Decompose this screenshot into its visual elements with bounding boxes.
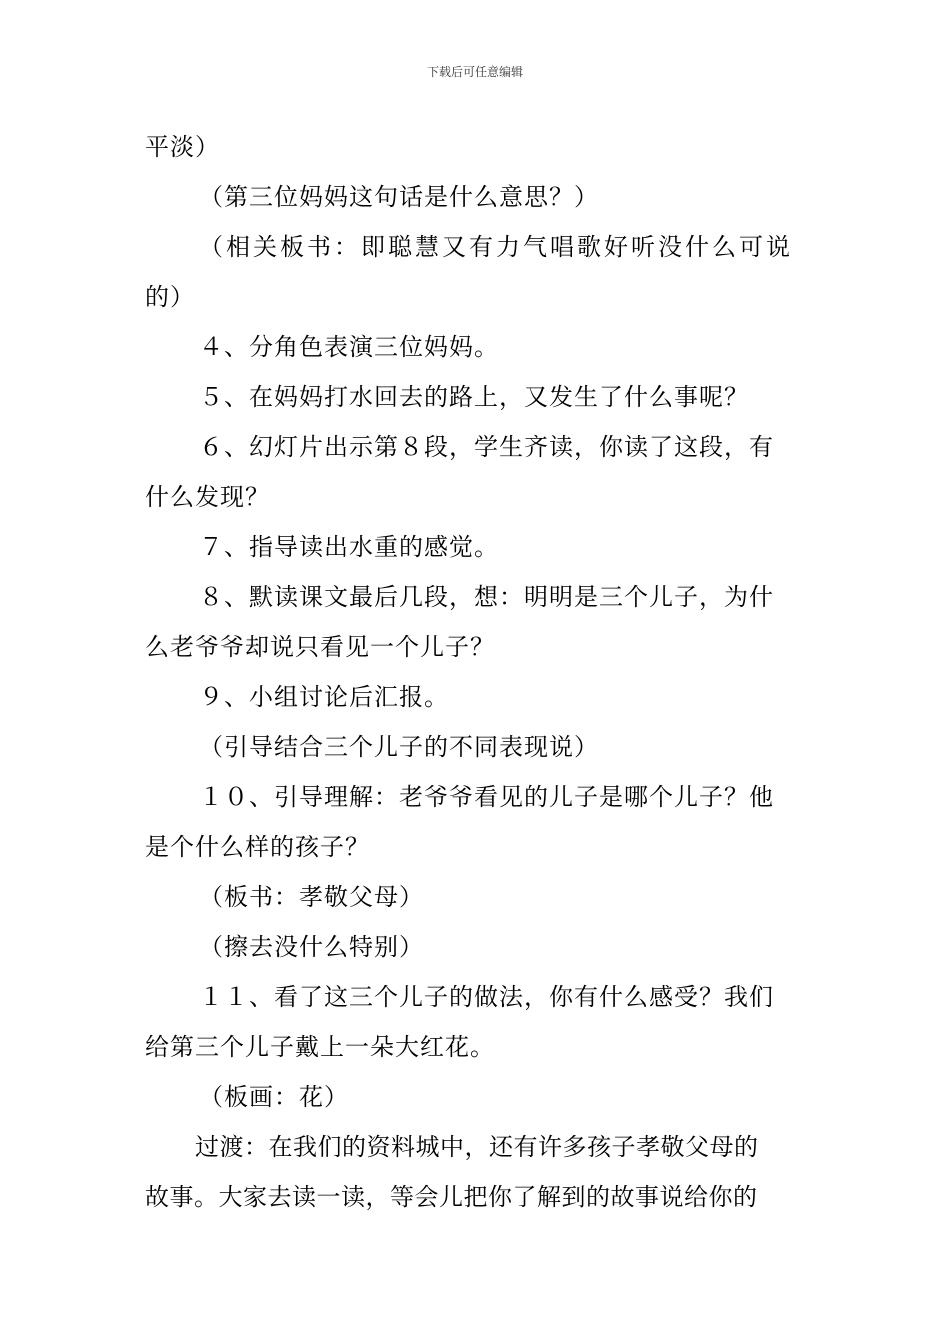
text-line: １０、引导理解：老爷爷看见的儿子是哪个儿子？他 [199,783,774,811]
text-line: 平淡） [145,133,220,161]
text-line: （板画：花） [199,1083,349,1111]
text-line: 什么发现？ [145,483,270,511]
text-line: ４、分角色表演三位妈妈。 [199,333,499,361]
text-line: ６、幻灯片出示第８段，学生齐读，你读了这段，有 [199,433,774,461]
text-line: ９、小组讨论后汇报。 [199,683,449,711]
text-line: （相关板书：即聪慧又有力气唱歌好听没什么可说 [199,233,793,261]
document-body [145,122,810,1222]
text-line: １１、看了这三个儿子的做法，你有什么感受？我们 [199,983,774,1011]
text-line: ８、默读课文最后几段，想：明明是三个儿子，为什 [199,583,774,611]
text-line: （擦去没什么特别） [199,933,424,961]
text-line: （引导结合三个儿子的不同表现说） [199,733,599,761]
page-header: 下载后可任意编辑 [426,65,523,79]
text-line: 是个什么样的孩子？ [145,833,370,861]
text-line: ５、在妈妈打水回去的路上，又发生了什么事呢？ [199,383,749,411]
text-line: ７、指导读出水重的感觉。 [199,533,499,561]
text-line: 给第三个儿子戴上一朵大红花。 [145,1033,495,1061]
text-line: 么老爷爷却说只看见一个儿子？ [145,633,495,661]
text-line: （第三位妈妈这句话是什么意思？） [199,183,599,211]
text-line: （板书：孝敬父母） [199,883,424,911]
text-line: 的） [145,283,195,311]
text-line: 过渡：在我们的资料城中，还有许多孩子孝敬父母的 [195,1133,759,1161]
text-line: 故事。大家去读一读，等会儿把你了解到的故事说给你的 [145,1183,758,1211]
